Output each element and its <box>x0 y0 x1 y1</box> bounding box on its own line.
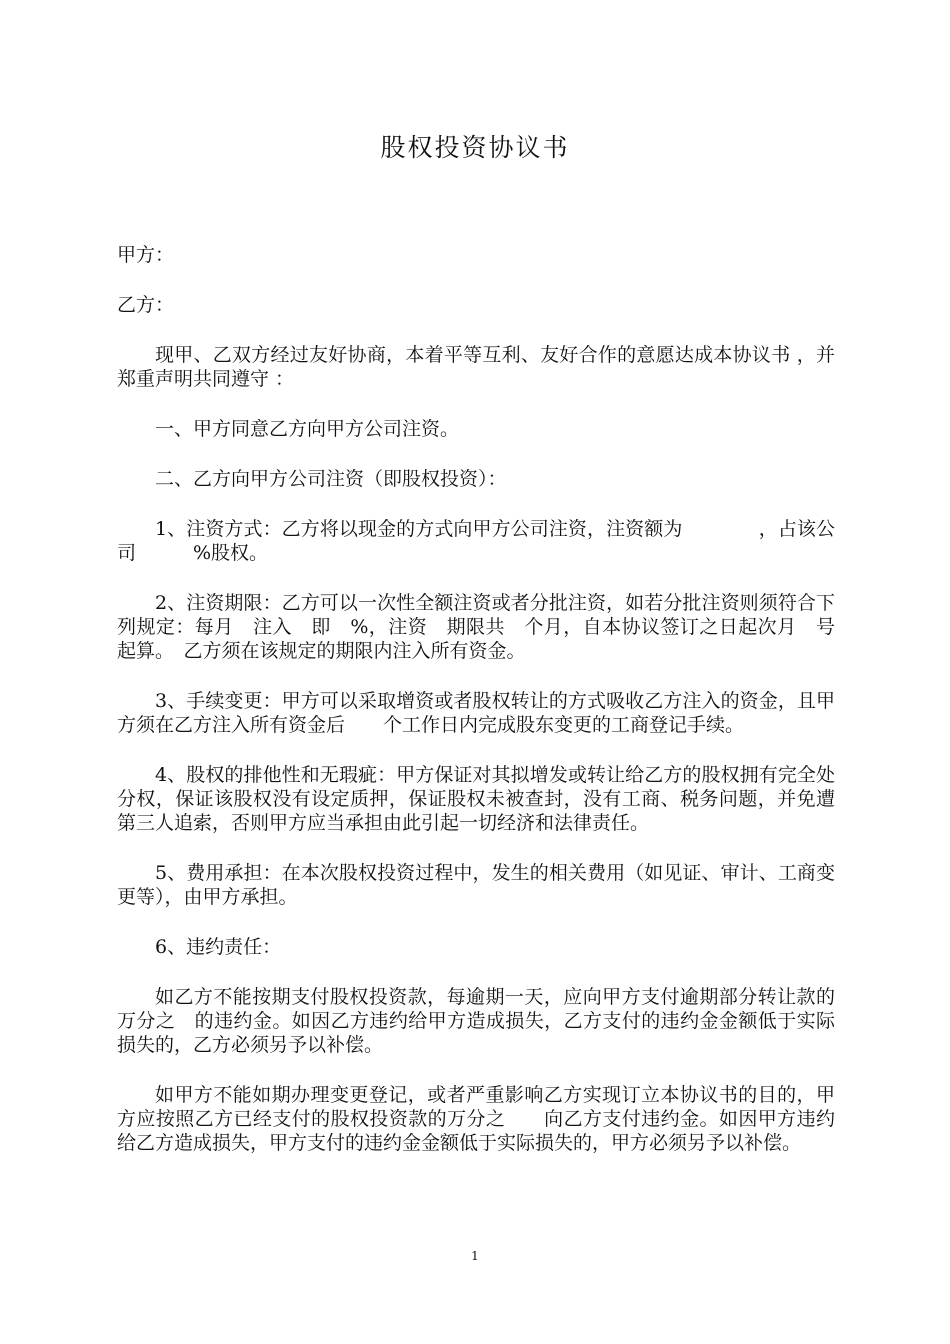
preamble-paragraph: 现甲、乙双方经过友好协商，本着平等互利、友好合作的意愿达成本协议书 ，并郑重声明共同遵守 ： <box>117 344 835 390</box>
party-b-line: 乙方： <box>117 294 175 316</box>
clause-2-item-2: 2、注资期限：乙方可以一次性全额注资或者分批注资，如若分批注资则须符合下列规定：每月 注入 即 %，注资 期限共 个月，自本协议签订之日起次月 号起算。 乙方须在该规定的期限内注入所有资金。 <box>117 592 835 662</box>
document-body <box>117 243 835 1181</box>
clause-2-heading: 二、乙方向甲方公司注资（即股权投资）： <box>155 468 507 490</box>
breach-party-b-paragraph: 如乙方不能按期支付股权投资款，每逾期一天，应向甲方支付逾期部分转让款的万分之 的违约金。如因乙方违约给甲方造成损失，乙方支付的违约金金额低于实际损失的，乙方必须另予以补偿。 <box>117 986 835 1056</box>
party-a-line: 甲方： <box>117 244 175 266</box>
breach-party-a-paragraph: 如甲方不能如期办理变更登记，或者严重影响乙方实现订立本协议书的目的，甲方应按照乙方已经支付的股权投资款的万分之 向乙方支付违约金。如因甲方违约给乙方造成损失，甲方支付的违约金金额低于实际损失的，甲方必须另予以补偿。 <box>117 1084 835 1154</box>
document-title: 股权投资协议书 <box>380 133 570 162</box>
clause-2-item-5: 5、费用承担：在本次股权投资过程中，发生的相关费用（如见证、审计、工商变更等），由甲方承担。 <box>117 862 835 908</box>
page-number: 1 <box>471 1249 479 1263</box>
clause-1: 一、甲方同意乙方向甲方公司注资。 <box>155 418 460 440</box>
clause-2-item-1: 1、注资方式：乙方将以现金的方式向甲方公司注资，注资额为 ，占该公司 %股权。 <box>117 518 835 564</box>
clause-2-item-4: 4、股权的排他性和无瑕疵：甲方保证对其拟增发或转让给乙方的股权拥有完全处分权，保证该股权没有设定质押，保证股权未被查封，没有工商、税务问题，并免遭第三人追索，否则甲方应当承担由此引起一切经济和法律责任。 <box>117 764 835 834</box>
clause-2-item-6: 6、违约责任： <box>155 936 282 958</box>
clause-2-item-3: 3、手续变更：甲方可以采取增资或者股权转让的方式吸收乙方注入的资金，且甲方须在乙方注入所有资金后 个工作日内完成股东变更的工商登记手续。 <box>117 690 835 736</box>
